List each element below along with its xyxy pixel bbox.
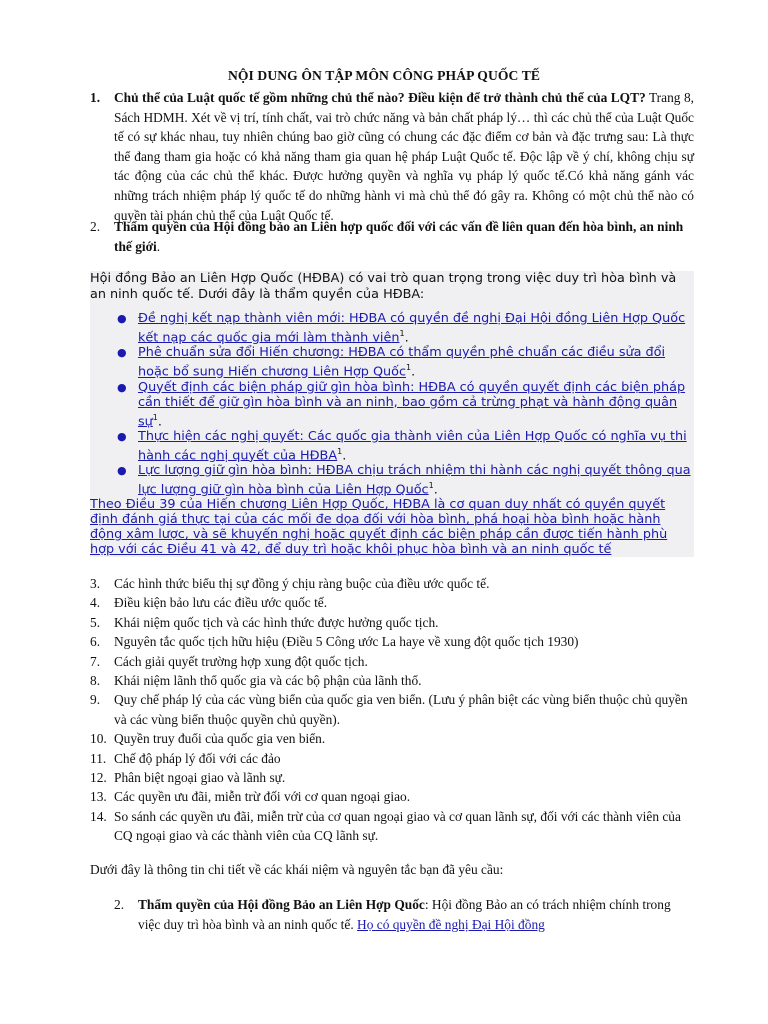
item-text: Cách giải quyết trường hợp xung đột quốc tịch. xyxy=(114,653,368,669)
list-item xyxy=(90,652,694,671)
bullet-icon: ● xyxy=(117,312,127,325)
power-link[interactable]: Quyết định các biện pháp giữ gìn hòa bình: HĐBA có quyền quyết định các biện pháp cần thiết để giữ gìn hòa bình và an ninh, bao gồm cả trừng phạt và hành động quân sự xyxy=(138,379,686,429)
question-2-heading xyxy=(114,217,694,257)
list-item xyxy=(90,632,694,651)
item-text: Chế độ pháp lý đối với các đảo xyxy=(114,750,281,766)
security-council-section xyxy=(90,271,694,505)
item-number: 10. xyxy=(90,731,107,747)
power-item: ● Thực hiện các nghị quyết: Các quốc gia thành viên của Liên Hợp Quốc có nghĩa vụ thi hành các nghị quyết của HĐBA$^1$. xyxy=(117,428,687,464)
detail-item-2-body xyxy=(138,895,694,935)
power-link[interactable]: Lực lượng giữ gìn hòa bình: HĐBA chịu trách nhiệm thi hành các nghị quyết thông qua lực lượng giữ gìn hòa bình của Liên Hợp Quốc xyxy=(138,463,691,498)
question-1-answer: Trang 8, Sách HDMH. Xét về vị trí, tính chất, vai trò chức năng và bản chất pháp lý… thì các chủ thể của Luật Quốc tế có sự khác nhau, tuy nhiên chúng bao giờ cũng có chung các đặc điểm cơ bản và đặc trưng sau: Là thực thể đang tham gia hoặc có khả năng tham gia quan hệ pháp Luật Quốc tế. Độc lập về ý chí, không chịu sự tác động của các chủ thể khác. Được hưởng quyền và nghĩa vụ pháp lý quốc tế.Có khả năng gánh vác những trách nhiệm pháp lý quốc tế do những hành vi mà chủ thể đó gây ra. Không có một chủ thể nào có quyền tài phán chủ thể của Luật Quốc tế. xyxy=(114,90,694,223)
list-item xyxy=(90,671,694,690)
detail-item-2-link[interactable]: Họ có quyền đề nghị Đại Hội đồng xyxy=(357,917,545,932)
item-text: Các quyền ưu đãi, miễn trừ đối với cơ quan ngoại giao. xyxy=(114,789,411,805)
list-item xyxy=(90,729,694,748)
question-2-text: Thẩm quyền của Hội đồng bảo an Liên hợp quốc đối với các vấn đề liên quan đến hòa bình, an ninh thế giới xyxy=(114,219,684,254)
footnote-ref[interactable]: 1 xyxy=(399,329,405,338)
item-text: Phân biệt ngoại giao và lãnh sự. xyxy=(114,770,286,786)
item-text: Quyền truy đuổi của quốc gia ven biển. xyxy=(114,731,326,747)
review-topics-list xyxy=(90,574,694,846)
security-council-intro: Hội đồng Bảo an Liên Hợp Quốc (HĐBA) có vai trò quan trọng trong việc duy trì hòa bình và an ninh quốc tế. Dưới đây là thẩm quyền của HĐBA: xyxy=(90,271,677,302)
item-text: So sánh các quyền ưu đãi, miễn trừ của cơ quan ngoại giao và cơ quan lãnh sự, đối với các thành viên của CQ ngoại giao và các thành viên của CQ lãnh sự. xyxy=(114,808,681,844)
item-number: 3. xyxy=(90,576,101,591)
question-number: 2. xyxy=(90,219,101,234)
item-text: Khái niệm quốc tịch và các hình thức được hưởng quốc tịch. xyxy=(114,614,439,630)
list-item xyxy=(90,613,694,632)
question-2 xyxy=(90,217,694,257)
item-number: 14. xyxy=(90,808,107,824)
question-1-heading: Chủ thể của Luật quốc tế gồm những chủ thể nào? Điều kiện để trở thành chủ thể của LQT? xyxy=(114,90,646,105)
item-text: Nguyên tắc quốc tịch hữu hiệu (Điều 5 Công ước La haye về xung đột quốc tịch 1930) xyxy=(114,634,579,650)
item-number: 11. xyxy=(90,750,107,766)
list-item xyxy=(90,574,694,593)
item-text: Quy chế pháp lý của các vùng biển của quốc gia ven biển. (Lưu ý phân biệt các vùng biển thuộc chủ quyền và các vùng biển thuộc quyền chủ quyền). xyxy=(114,692,688,727)
footnote-ref[interactable]: 1 xyxy=(406,363,412,373)
bullet-icon: ● xyxy=(117,464,127,478)
power-item: ● Phê chuẩn sửa đổi Hiến chương: HĐBA có thẩm quyền phê chuẩn các điều sửa đổi hoặc bổ sung Hiến chương Liên Hợp Quốc$^1$. xyxy=(117,345,666,380)
detail-item-2-heading: Thẩm quyền của Hội đồng Bảo an Liên Hợp Quốc xyxy=(138,897,425,912)
power-link[interactable]: Đề nghị kết nạp thành viên mới: HĐBA có quyền đề nghị Đại Hội đồng Liên Hợp Quốc kết nạp các quốc gia mới làm thành viên xyxy=(138,311,686,346)
item-number: 9. xyxy=(90,692,101,708)
question-2-end: . xyxy=(156,239,161,254)
item-number: 4. xyxy=(90,595,101,611)
detail-intro: Dưới đây là thông tin chi tiết về các khái niệm và nguyên tắc bạn đã yêu cầu: xyxy=(90,862,504,877)
item-number: 2. xyxy=(114,897,125,912)
item-number: 7. xyxy=(90,653,101,669)
footnote-ref[interactable]: 1 xyxy=(428,481,434,491)
list-item xyxy=(90,690,694,729)
list-item xyxy=(90,593,694,612)
document-title: NỘI DUNG ÔN TẬP MÔN CÔNG PHÁP QUỐC TẾ xyxy=(227,68,541,83)
detail-item-2-text: : Hội đồng Bảo an có trách nhiệm chính trong việc duy trì hòa bình và an ninh quốc tế. xyxy=(138,897,671,932)
power-item: ● Quyết định các biện pháp giữ gìn hòa bình: HĐBA có quyền quyết định các biện pháp cần thiết để giữ gìn hòa bình và an ninh, bao gồm cả trừng phạt và hành động quân sự$^1$. xyxy=(117,379,686,429)
item-text: Các hình thức biểu thị sự đồng ý chịu ràng buộc của điều ước quốc tế. xyxy=(114,576,490,591)
detail-item-2 xyxy=(114,895,694,935)
power-link[interactable]: Thực hiện các nghị quyết: Các quốc gia thành viên của Liên Hợp Quốc có nghĩa vụ thi hành các nghị quyết của HĐBA xyxy=(138,428,687,464)
article-39-link[interactable]: Theo Điều 39 của Hiến chương Liên Hợp Quốc, HĐBA là cơ quan duy nhất có quyền quyết định đánh giá thực tại của các mối đe dọa đối với hòa bình, phá hoại hòa bình hoặc hành động xâm lược, và sẽ khuyến nghị hoặc quyết định các biện pháp cần được tiến hành phù hợp với các Điều 41 và 42, để duy trì hoặc khôi phục hòa bình và an ninh quốc tế xyxy=(90,497,694,557)
item-number: 8. xyxy=(90,673,101,689)
item-number: 6. xyxy=(90,634,101,650)
bullet-icon: ● xyxy=(117,380,127,394)
list-item xyxy=(90,787,694,806)
power-link[interactable]: Phê chuẩn sửa đổi Hiến chương: HĐBA có thẩm quyền phê chuẩn các điều sửa đổi hoặc bổ sung Hiến chương Liên Hợp Quốc xyxy=(138,345,666,380)
item-number: 5. xyxy=(90,614,101,630)
question-1 xyxy=(90,88,694,225)
item-text: Điều kiện bảo lưu các điều ước quốc tế. xyxy=(114,595,328,611)
powers-list xyxy=(90,311,694,497)
question-number: 1. xyxy=(90,90,101,105)
power-item: ● Đề nghị kết nạp thành viên mới: HĐBA có quyền đề nghị Đại Hội đồng Liên Hợp Quốc kết nạp các quốc gia mới làm thành viên$^1$. xyxy=(117,311,686,346)
footnote-ref[interactable]: 1 xyxy=(337,446,343,456)
bullet-icon: ● xyxy=(117,346,127,360)
item-number: 12. xyxy=(90,770,107,786)
item-text: Khái niệm lãnh thổ quốc gia và các bộ phận của lãnh thổ. xyxy=(114,673,422,689)
footnote-ref[interactable]: 1 xyxy=(152,412,158,422)
item-number: 13. xyxy=(90,789,107,805)
power-item: ● Lực lượng giữ gìn hòa bình: HĐBA chịu trách nhiệm thi hành các nghị quyết thông qua lực lượng giữ gìn hòa bình của Liên Hợp Quốc$^1$. xyxy=(117,463,691,498)
list-item xyxy=(90,749,694,768)
list-item xyxy=(90,768,694,787)
question-1-body xyxy=(114,88,694,225)
list-item xyxy=(90,807,694,846)
bullet-icon: ● xyxy=(117,429,127,443)
